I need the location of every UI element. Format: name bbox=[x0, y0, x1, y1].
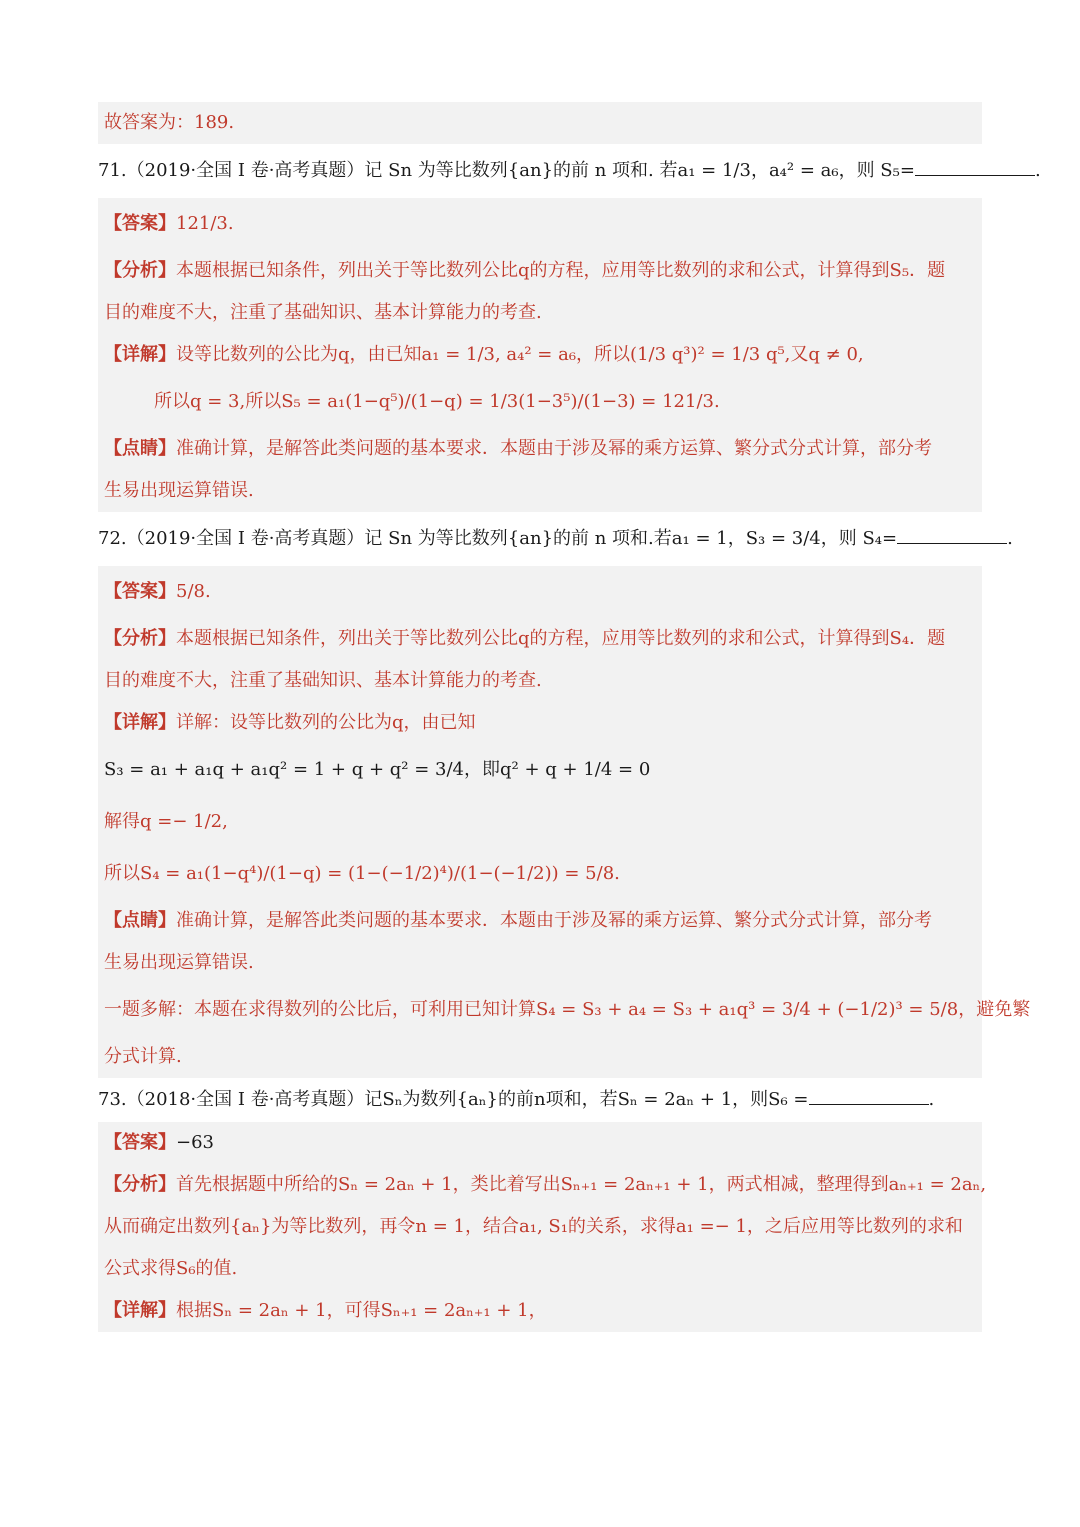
detail-text: 详解：设等比数列的公比为q，由已知 bbox=[176, 712, 476, 733]
question-73: 73.（2018·全国 I 卷·高考真题）记Sₙ为数列{aₙ}的前n项和，若Sₙ = 2aₙ + 1，则S₆ = . bbox=[98, 1078, 982, 1122]
document-page bbox=[98, 102, 1041, 1332]
answer-blank bbox=[915, 157, 1035, 176]
answer-tag: 【答案】 bbox=[104, 1132, 176, 1153]
detail-text: 设等比数列的公比为q，由已知a₁ = 1/3, a₄² = a₆，所以(1/3 q³)² = 1/3 q⁵,又q ≠ 0, bbox=[176, 344, 864, 365]
detail-tag: 【详解】 bbox=[104, 1300, 176, 1321]
detail-tag: 【详解】 bbox=[104, 712, 176, 733]
question-71: 71.（2019·全国 I 卷·高考真题）记 Sn 为等比数列{an}的前 n 项和. 若a₁ = 1/3，a₄² = a₆，则 S₅= . bbox=[98, 144, 982, 198]
question-stem: 71.（2019·全国 I 卷·高考真题）记 Sn 为等比数列{an}的前 n 项和. 若a₁ = 1/3，a₄² = a₆，则 S₅= bbox=[98, 160, 915, 181]
alternative-solution: 一题多解：本题在求得数列的公比后，可利用已知计算S₄ = S₃ + a₄ = S₃ + a₁q³ = 3/4 + (−1/2)³ = 5/8，避免繁 bbox=[104, 999, 1031, 1020]
analysis-tag: 【分析】 bbox=[104, 260, 176, 281]
detail-formula: S₃ = a₁ + a₁q + a₁q² = 1 + q + q² = 3/4，即q² + q + 1/4 = 0 bbox=[104, 759, 651, 780]
comment-text: 准确计算，是解答此类问题的基本要求．本题由于涉及幂的乘方运算、繁分式分式计算，部分考 bbox=[176, 438, 932, 459]
conclusion-text: 故答案为：189. bbox=[104, 112, 235, 133]
detail-tag: 【详解】 bbox=[104, 344, 176, 365]
analysis-tag: 【分析】 bbox=[104, 1174, 176, 1195]
analysis-text: 本题根据已知条件，列出关于等比数列公比q的方程，应用等比数列的求和公式，计算得到S₄．题 bbox=[176, 628, 946, 649]
analysis-text: 公式求得S₆的值. bbox=[104, 1258, 238, 1279]
analysis-text: 首先根据题中所给的Sₙ = 2aₙ + 1，类比着写出Sₙ₊₁ = 2aₙ₊₁ + 1，两式相减，整理得到aₙ₊₁ = 2aₙ, bbox=[176, 1174, 987, 1195]
answer-blank bbox=[897, 525, 1007, 544]
analysis-tag: 【分析】 bbox=[104, 628, 176, 649]
solution-box-prev bbox=[98, 102, 982, 144]
alternative-solution: 分式计算. bbox=[104, 1046, 182, 1067]
answer-blank bbox=[809, 1086, 929, 1105]
question-stem: 73.（2018·全国 I 卷·高考真题）记Sₙ为数列{aₙ}的前n项和，若Sₙ = 2aₙ + 1，则S₆ = bbox=[98, 1089, 809, 1110]
answer-tag: 【答案】 bbox=[104, 213, 176, 234]
question-72: 72.（2019·全国 I 卷·高考真题）记 Sn 为等比数列{an}的前 n 项和.若a₁ = 1，S₃ = 3/4，则 S₄= . bbox=[98, 512, 982, 566]
answer-value: 5/8. bbox=[176, 581, 211, 602]
detail-text: 根据Sₙ = 2aₙ + 1，可得Sₙ₊₁ = 2aₙ₊₁ + 1， bbox=[176, 1300, 547, 1321]
comment-text: 生易出现运算错误. bbox=[104, 952, 254, 973]
comment-text: 生易出现运算错误. bbox=[104, 480, 254, 501]
detail-formula: 所以S₄ = a₁(1−q⁴)/(1−q) = (1−(−1/2)⁴)/(1−(−1/2)) = 5/8. bbox=[104, 863, 620, 884]
answer-tag: 【答案】 bbox=[104, 581, 176, 602]
comment-tag: 【点睛】 bbox=[104, 910, 176, 931]
solution-box-71 bbox=[98, 198, 982, 512]
solution-box-72 bbox=[98, 566, 1031, 1078]
analysis-text: 本题根据已知条件，列出关于等比数列公比q的方程，应用等比数列的求和公式，计算得到S₅．题 bbox=[176, 260, 946, 281]
solution-box-73 bbox=[98, 1122, 987, 1332]
analysis-text: 从而确定出数列{aₙ}为等比数列，再令n = 1，结合a₁, S₁的关系，求得a₁ =− 1，之后应用等比数列的求和 bbox=[104, 1216, 963, 1237]
analysis-text: 目的难度不大，注重了基础知识、基本计算能力的考查. bbox=[104, 302, 542, 323]
answer-value: −63 bbox=[176, 1132, 214, 1153]
detail-formula: 解得q =− 1/2, bbox=[104, 811, 228, 832]
analysis-text: 目的难度不大，注重了基础知识、基本计算能力的考查. bbox=[104, 670, 542, 691]
comment-tag: 【点睛】 bbox=[104, 438, 176, 459]
answer-value: 121/3. bbox=[176, 213, 234, 234]
comment-text: 准确计算，是解答此类问题的基本要求．本题由于涉及幂的乘方运算、繁分式分式计算，部分考 bbox=[176, 910, 932, 931]
detail-formula: 所以q = 3,所以S₅ = a₁(1−q⁵)/(1−q) = 1/3(1−3⁵)/(1−3) = 121/3. bbox=[154, 391, 720, 412]
question-stem: 72.（2019·全国 I 卷·高考真题）记 Sn 为等比数列{an}的前 n 项和.若a₁ = 1，S₃ = 3/4，则 S₄= bbox=[98, 528, 898, 549]
